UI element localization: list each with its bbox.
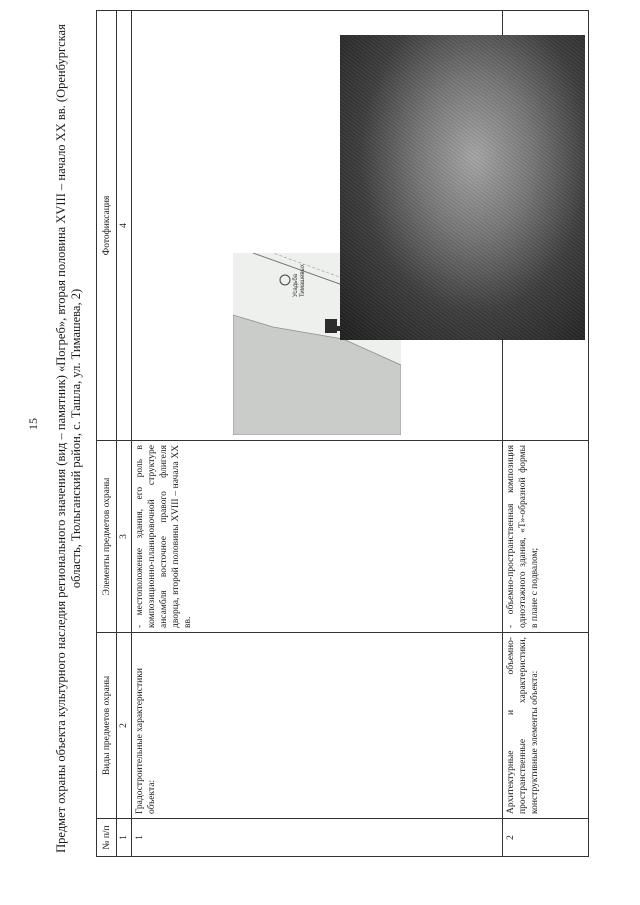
header-num: № п/п xyxy=(97,819,117,857)
protection-type: Архитектурные и объемно-пространственные характеристики, конструктивные элементы объекта: xyxy=(503,633,589,819)
column-number-3: 3 xyxy=(117,441,132,633)
column-number-4: 4 xyxy=(117,11,132,441)
protection-type: Градостроительные характеристики объекта: xyxy=(132,633,503,819)
column-number-2: 2 xyxy=(117,633,132,819)
cellar-building xyxy=(325,319,337,333)
column-number-1: 1 xyxy=(117,819,132,857)
cellar-photo xyxy=(340,35,585,340)
header-type: Виды предметов охраны xyxy=(97,633,117,819)
page-number: 15 xyxy=(26,418,40,430)
protection-elements: - объемно-пространственная композиция одноэтажного здания, «Т»-образной формы в плане с подвалом; xyxy=(503,441,589,633)
map-label-manor: Усадьба Тимашевых xyxy=(293,264,307,297)
page-title: Предмет охраны объекта культурного наследия регионального значения (вид – памятник) «Погреб», вторая половина XVIII – начало XX вв. (Оренбургская область, Тюльганский район, с. Ташла, ул. Тимашева, 2) xyxy=(54,24,83,853)
row-number: 1 xyxy=(132,819,503,857)
manor-marker xyxy=(280,275,290,285)
row-number: 2 xyxy=(503,819,589,857)
protection-elements: - местоположение здания, его роль в композиционно-планировочной структуре ансамбля восточное правого флигеля дворца, второй половины XVIII – начала XX вв. xyxy=(132,441,503,633)
header-photo: Фотофиксация xyxy=(97,11,117,441)
header-elements: Элементы предметов охраны xyxy=(97,441,117,633)
